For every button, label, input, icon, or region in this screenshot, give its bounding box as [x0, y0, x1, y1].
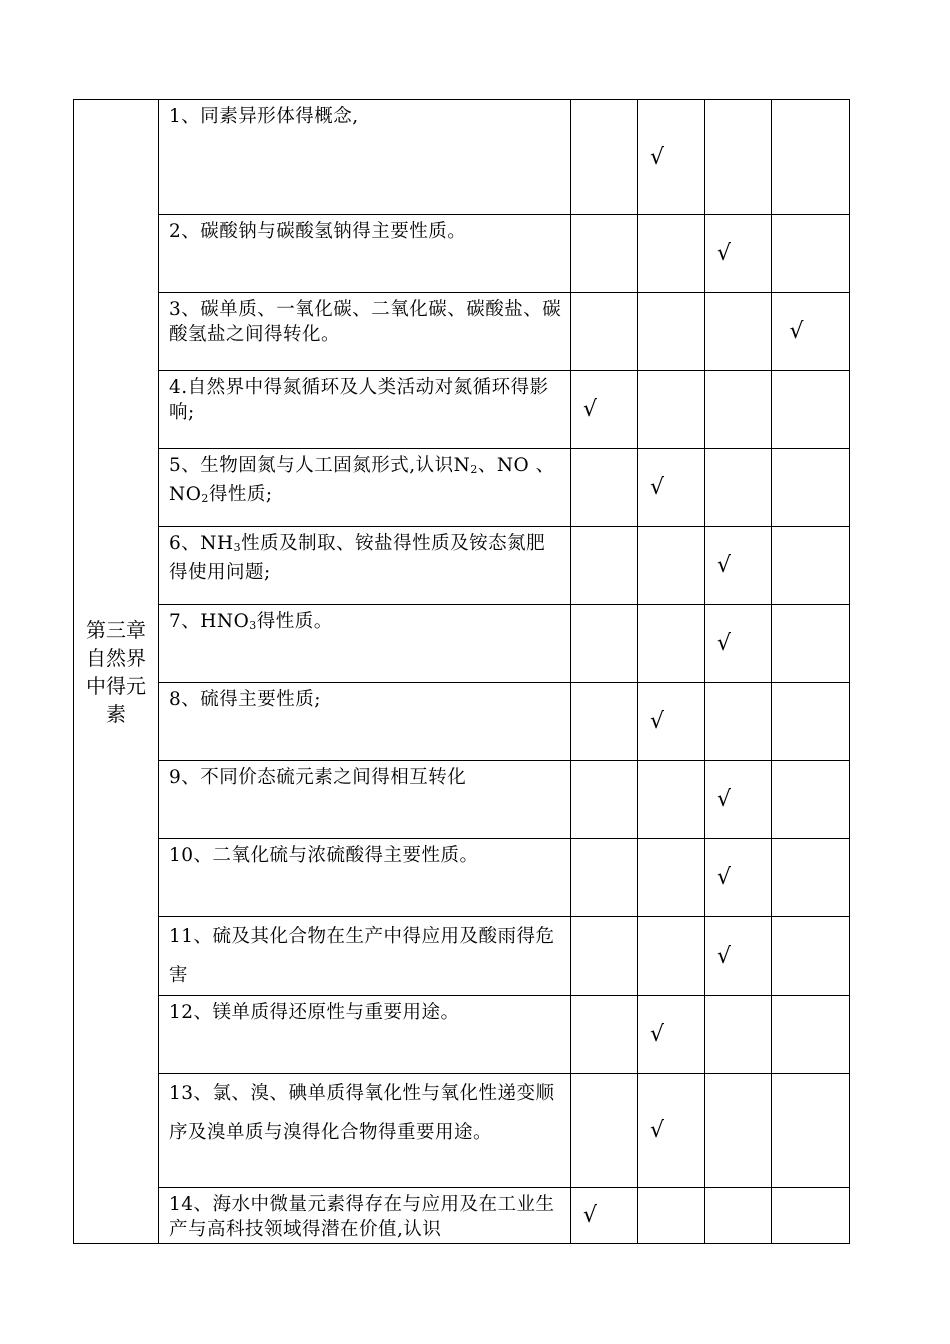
level-cell-3 [705, 996, 772, 1074]
level-cell-1 [571, 839, 638, 917]
level-cell-4 [772, 527, 850, 605]
level-cell-3 [705, 1188, 772, 1244]
table-row [74, 917, 850, 996]
subscript: 2 [201, 492, 209, 505]
text-part: 11、硫及其化合物在生产中得应用及酸雨得危害 [169, 926, 555, 986]
text-part: 得性质。 [256, 611, 333, 632]
level-cell-1 [571, 449, 638, 527]
level-cell-3 [705, 605, 772, 683]
level-cell-2 [638, 839, 705, 917]
check-mark-icon: √ [582, 1203, 598, 1228]
check-mark-icon: √ [649, 709, 665, 734]
table-row [74, 1074, 850, 1188]
text-part: 7、HNO [169, 611, 250, 632]
requirement-text [159, 527, 571, 605]
level-cell-2 [638, 1188, 705, 1244]
level-cell-4 [772, 1188, 850, 1244]
check-mark-icon: √ [716, 241, 732, 266]
level-cell-4 [772, 449, 850, 527]
text-part: 、NO 、NO [169, 455, 555, 505]
text-part: 4.自然界中得氮循环及人类活动对氮循环得影响; [169, 377, 549, 423]
level-cell-3 [705, 293, 772, 371]
level-cell-3 [705, 683, 772, 761]
requirement-text [159, 605, 571, 683]
table-row [74, 605, 850, 683]
table-row [74, 527, 850, 605]
level-cell-2 [638, 761, 705, 839]
level-cell-1 [571, 996, 638, 1074]
text-part: 3、碳单质、一氧化碳、二氧化碳、碳酸盐、碳酸氢盐之间得转化。 [169, 299, 562, 345]
check-mark-icon: √ [716, 787, 732, 812]
level-cell-4 [772, 761, 850, 839]
level-cell-3 [705, 761, 772, 839]
requirement-text [159, 996, 571, 1074]
level-cell-4 [772, 683, 850, 761]
requirement-text [159, 683, 571, 761]
subscript: 2 [470, 463, 478, 476]
level-cell-3 [705, 839, 772, 917]
check-mark-icon: √ [716, 631, 732, 656]
level-cell-4 [772, 605, 850, 683]
level-cell-1 [571, 761, 638, 839]
level-cell-4 [772, 996, 850, 1074]
level-cell-3 [705, 215, 772, 293]
text-part: 性质及制取、铵盐得性质及铵态氮肥得使用问题; [169, 533, 546, 583]
level-cell-1 [571, 605, 638, 683]
requirement-text [159, 839, 571, 917]
table-row [74, 996, 850, 1074]
text-part: 9、不同价态硫元素之间得相互转化 [169, 767, 467, 788]
level-cell-2 [638, 215, 705, 293]
level-cell-4 [772, 215, 850, 293]
requirement-text [159, 100, 571, 215]
requirements-table [73, 99, 850, 1244]
level-cell-1 [571, 293, 638, 371]
level-cell-2 [638, 293, 705, 371]
text-part: 1、同素异形体得概念, [169, 106, 359, 127]
check-mark-icon: √ [582, 397, 598, 422]
level-cell-4 [772, 293, 850, 371]
level-cell-2 [638, 605, 705, 683]
table-row [74, 215, 850, 293]
level-cell-1 [571, 527, 638, 605]
table-body [74, 100, 850, 1244]
check-mark-icon: √ [649, 475, 665, 500]
requirement-text [159, 761, 571, 839]
level-cell-2 [638, 683, 705, 761]
text-part: 13、氯、溴、碘单质得氧化性与氧化性递变顺序及溴单质与溴得化合物得重要用途。 [169, 1083, 555, 1143]
level-cell-2 [638, 917, 705, 996]
text-part: 8、硫得主要性质; [169, 689, 322, 710]
check-mark-icon: √ [649, 1022, 665, 1047]
table-row [74, 1188, 850, 1244]
requirement-text [159, 371, 571, 449]
subscript: 3 [233, 541, 242, 554]
level-cell-3 [705, 527, 772, 605]
table-row [74, 293, 850, 371]
subscript: 3 [249, 619, 257, 632]
text-part: 2、碳酸钠与碳酸氢钠得主要性质。 [169, 221, 467, 242]
table-row [74, 371, 850, 449]
requirement-text [159, 917, 571, 996]
chapter-cell: 第三章自然界中得元素 [74, 100, 159, 1244]
text-part: 得性质; [208, 484, 273, 505]
text-part: 14、海水中微量元素得存在与应用及在工业生产与高科技领域得潜在价值,认识 [169, 1194, 555, 1240]
requirement-text [159, 293, 571, 371]
level-cell-3 [705, 449, 772, 527]
level-cell-1 [571, 1188, 638, 1244]
text-part: 10、二氧化硫与浓硫酸得主要性质。 [169, 845, 479, 866]
table-row [74, 100, 850, 215]
level-cell-1 [571, 371, 638, 449]
text-part: 12、镁单质得还原性与重要用途。 [169, 1002, 460, 1023]
level-cell-4 [772, 100, 850, 215]
level-cell-1 [571, 683, 638, 761]
level-cell-2 [638, 371, 705, 449]
level-cell-2 [638, 100, 705, 215]
check-mark-icon: √ [649, 1118, 665, 1143]
level-cell-2 [638, 449, 705, 527]
requirement-text [159, 1074, 571, 1188]
check-mark-icon: √ [716, 943, 732, 969]
level-cell-4 [772, 839, 850, 917]
level-cell-4 [772, 371, 850, 449]
level-cell-2 [638, 527, 705, 605]
requirement-text [159, 1188, 571, 1244]
level-cell-2 [638, 996, 705, 1074]
level-cell-4 [772, 917, 850, 996]
level-cell-3 [705, 917, 772, 996]
check-mark-icon: √ [649, 144, 665, 170]
level-cell-1 [571, 100, 638, 215]
check-mark-icon: √ [716, 553, 732, 578]
level-cell-1 [571, 1074, 638, 1188]
level-cell-1 [571, 917, 638, 996]
level-cell-3 [705, 1074, 772, 1188]
level-cell-2 [638, 1074, 705, 1188]
level-cell-3 [705, 100, 772, 215]
table-row [74, 449, 850, 527]
level-cell-4 [772, 1074, 850, 1188]
text-part: 5、生物固氮与人工固氮形式,认识N [169, 455, 471, 476]
check-mark-icon: √ [789, 319, 804, 344]
table-row [74, 683, 850, 761]
requirement-text [159, 449, 571, 527]
table-row [74, 839, 850, 917]
check-mark-icon: √ [716, 865, 732, 890]
text-part: 6、NH [169, 533, 234, 554]
table-row [74, 761, 850, 839]
level-cell-3 [705, 371, 772, 449]
level-cell-1 [571, 215, 638, 293]
requirement-text [159, 215, 571, 293]
